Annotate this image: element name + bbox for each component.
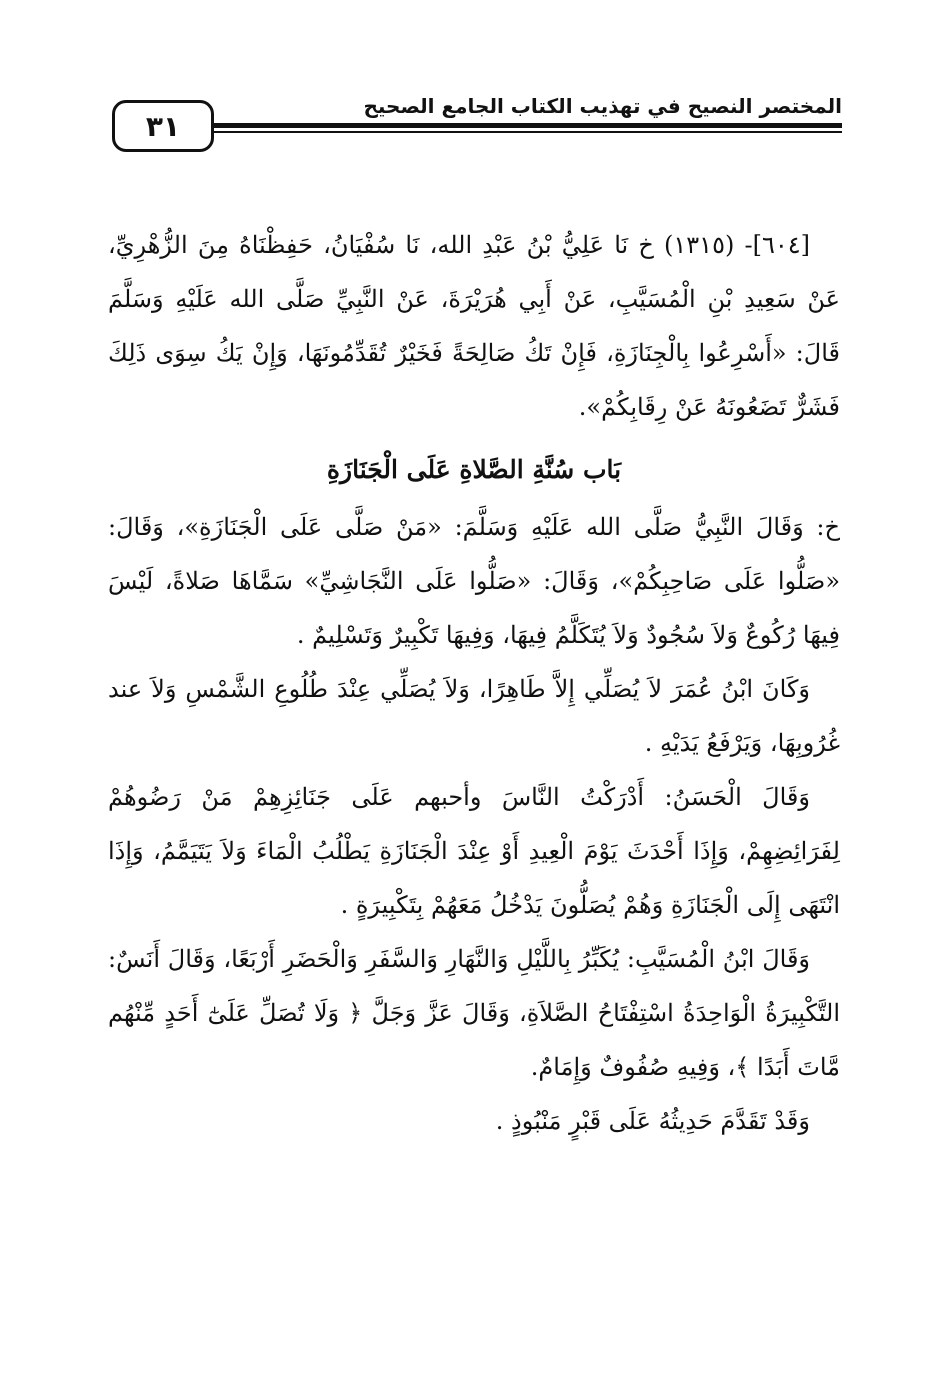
section-paragraph-4: وَقَالَ ابْنُ الْمُسَيَّبِ: يُكَبِّرُ بِاللَّيْلِ وَالنَّهَارِ وَالسَّفَرِ وَالْحَضَرِ أَرْبَعًا، وَقَالَ أَنَسٌ: التَّكْبِيرَةُ الْوَاحِدَةُ اسْتِفْتَاحُ الصَّلاَةِ، وَقَالَ عَزَّ وَجَلَّ ﴿ وَلَا تُصَلِّ عَلَىٰٓ أَحَدٍ مِّنْهُم مَّاتَ أَبَدًا ﴾، وَفِيهِ صُفُوفٌ وَإِمَامٌ. (108, 945, 840, 1081)
page-number-box (112, 100, 214, 152)
section-paragraph-2: وَكَانَ ابْنُ عُمَرَ لاَ يُصَلِّي إِلاَّ طَاهِرًا، وَلاَ يُصَلِّي عِنْدَ طُلُوعِ الشَّمْسِ وَلاَ عند غُرُوبِهَا، وَيَرْفَعُ يَدَيْهِ . (108, 675, 840, 757)
page-body (108, 218, 840, 1148)
section-heading: بَاب سُنَّةِ الصَّلاةِ عَلَى الْجَنَازَةِ (326, 455, 622, 484)
section-paragraph-1: خ: وَقَالَ النَّبِيُّ صَلَّى الله عَلَيْهِ وَسَلَّمَ: «مَنْ صَلَّى عَلَى الْجَنَازَةِ»، وَقَالَ: «صَلُّوا عَلَى صَاحِبِكُمْ»، وَقَالَ: «صَلُّوا عَلَى النَّجَاشِيِّ» سَمَّاهَا صَلاةً، لَيْسَ فِيهَا رُكُوعٌ وَلاَ سُجُودٌ وَلاَ يُتَكَلَّمُ فِيهَا، وَفِيهَا تَكْبِيرٌ وَتَسْلِيمٌ . (108, 513, 840, 649)
page-number: ٣١ (145, 109, 181, 143)
book-title: المختصر النصيح في تهذيب الكتاب الجامع الصحيح (363, 94, 842, 118)
header-rule-thick (214, 123, 842, 128)
page-header (112, 88, 842, 160)
header-rule-thin (214, 131, 842, 133)
hadith-paragraph: [٦٠٤]- (١٣١٥) خ نَا عَلِيُّ بْنُ عَبْدِ الله، نَا سُفْيَانُ، حَفِظْنَاهُ مِنَ الزُّهْرِيِّ، عَنْ سَعِيدِ بْنِ الْمُسَيَّبِ، عَنْ أَبِي هُرَيْرَةَ، عَنْ النَّبِيِّ صَلَّى الله عَلَيْهِ وَسَلَّمَ قَالَ: «أَسْرِعُوا بِالْجِنَازَةِ، فَإِنْ تَكُ صَالِحَةً فَخَيْرٌ تُقَدِّمُونَهَا، وَإِنْ يَكُ سِوَى ذَلِكَ فَشَرٌّ تَضَعُونَهُ عَنْ رِقَابِكُمْ». (108, 231, 840, 421)
section-paragraph-3: وَقَالَ الْحَسَنُ: أَدْرَكْتُ النَّاسَ وأحبهم عَلَى جَنَائِزِهِمْ مَنْ رَضُوهُمْ لِفَرَائِضِهِمْ، وَإِذَا أَحْدَثَ يَوْمَ الْعِيدِ أَوْ عِنْدَ الْجَنَازَةِ يَطْلُبُ الْمَاءَ وَلاَ يَتَيَمَّمُ، وَإِذَا انْتَهَى إِلَى الْجَنَازَةِ وَهُمْ يُصَلُّونَ يَدْخُلُ مَعَهُمْ بِتَكْبِيرَةٍ . (108, 783, 840, 919)
section-paragraph-5: وَقَدْ تَقَدَّمَ حَدِيثُهُ عَلَى قَبْرٍ مَنْبُوذٍ . (495, 1107, 810, 1135)
